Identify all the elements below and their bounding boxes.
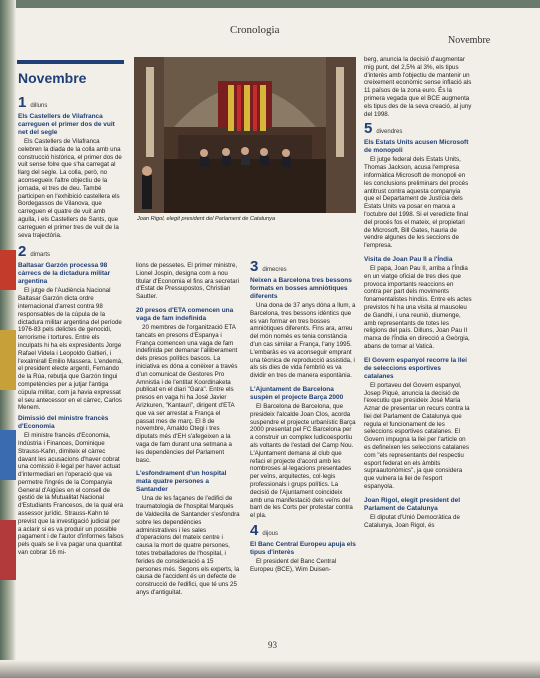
article-body: lions de pessetes. El primer ministre, Lionel Jospin, designa com a nou titular d'Economia el fins ara secretari d'Estat de Pressupostos, Christian Sautter.: [136, 262, 239, 301]
article-body: El papa, Joan Pau II, arriba a l'Índia en un viatge oficial de tres dies que provoca importants reaccions en contra per part dels moviments fonamentalistes hindús. Entre els actes previstos hi ha una visita al mausoleu de Gandhi, i una reunió, diumenge, amb representants de totes les religions del país. Dilluns, Joan Pau II marxa de l'Índia en direcció a Geòrgia, abans de tornar al Vaticà.: [364, 264, 472, 350]
day-heading: [364, 122, 472, 136]
day-heading: [250, 260, 356, 274]
article-headline: Els Estats Units acusen Microsoft de monopoli: [364, 139, 469, 155]
day-name: dimecres: [262, 267, 287, 273]
day-number: 1: [18, 94, 27, 111]
page-left-edge: [0, 0, 16, 678]
article-body: Una de les façanes de l'edifici de traumatologia de l'hospital Marqués de Valdecilla de Santander s'esfondra sobre les dependències administratives i les sales d'operacions del mateix centre i causa la mort de quatre persones, totes treballadores de l'hospital, i ferides de consideració a 15 persones més. Segons els experts, la causa de l'accident és un defecte de construcció de l'edifici, que té uns 25 anys d'antiguitat.: [136, 495, 240, 596]
article-body: 20 membres de l'organització ETA tancats en presons d'Espanya i França comencen una vaga de fam indefinida per demanar l'alliberament dels presos polítics bascos. La iniciativa es dóna a conèixer a través d'un comunicat de Gestores Pro Amnistia i de l'entitat Koordinaketa publicat en el diari "Gara". Entre els presos en vaga hi ha José Javier Arizkuren, "Kantauri", dirigent d'ETA que va ser arrestat a França el passat mes de març. El 8 de novembre, Arnaldo Otegi i tres diputats més d'EH s'afegeixen a la vaga de fam durant una setmana a les dependències del Parlament basc.: [136, 323, 238, 464]
day-number: 4: [250, 521, 259, 539]
article-headline: Els Castellers de Vilafranca carreguen el primer dos de vuit net del segle: [18, 113, 115, 136]
column-4: [364, 56, 472, 529]
day-name: divendres: [376, 129, 403, 136]
day-heading: [18, 96, 124, 110]
article-body: El jutge de l'Audiència Nacional Baltasar Garzón dicta ordre internacional d'arrest contra 98 responsables de la cúpula de la dictadura militar argentina del període 1976-83 pels delictes de genocidi, terrorisme i tortures. Entre els inculpats hi ha els expresidents Jorge Rafael Videla i Leopoldo Galtieri, i l'exalmirall Emilio Massera. L'endemà, el president electe argentí, Fernando de la Rúa, rebutja que Garzón tingui competències per a jutjar l'antiga cúpula militar, com ja havia expressat el seu antecessor en el càrrec, Carlos Menem.: [18, 287, 123, 412]
section-title: Novembre: [18, 70, 87, 86]
article-headline: L'esfondrament d'un hospital mata quatre persones a Santander: [136, 470, 227, 494]
running-month: Novembre: [448, 35, 491, 46]
column-1: [18, 92, 124, 557]
day-heading: [250, 521, 356, 539]
article-body: Els Castellers de Vilafranca celebren la diada de la colla amb una construcció històrica, el primer dos de vuit sense folre que s'ha carregat al llarg del segle. La colla, però, no aconsegueix l'altre objectiu de la jornada, el tres de deu. També participen en l'exhibició castellera els Bordegassos de Vilanova, que carreguen el quatre de vuit amb agulla, i els Castellers de Sants, que carreguen el primer tres de vuit de la seva trajectòria.: [18, 138, 122, 239]
column-2: [136, 262, 240, 597]
day-name: dijous: [262, 530, 279, 537]
photo-caption: Joan Rigol, elegit president del Parlament de Catalunya: [137, 216, 276, 222]
article-headline: El Govern espanyol recorre la llei de seleccions esportives catalanes: [364, 356, 467, 380]
day-name: dilluns: [30, 103, 48, 109]
article-headline: El Banc Central Europeu apuja els tipus d'interès: [250, 540, 356, 556]
article-headline: Joan Rigol, elegit president del Parlament de Catalunya: [364, 496, 461, 512]
day-number: 3: [250, 258, 259, 275]
column-3: [250, 256, 356, 574]
article-body: Una dona de 37 anys dóna a llum, a Barcelona, tres bessons idèntics que es van formar en tres bosses amniòtiques diferents. Fins ara, arreu del món només es tenia constància d'un cas similar a França, l'any 1995. L'embaràs es va aconseguir emprant una tècnica de reproducció assistida, i als sis dies de vida l'embrió es va dividir en tres de manera espontània.: [250, 302, 356, 380]
article-body: El Barcelona de Barcelona, que presideix l'alcalde Joan Clos, acorda suspendre el projecte urbanístic Barça 2000 presentat pel FC Barcelona per a construir un complex ludicoesportiu als voltants de l'estadi del Camp Nou. L'Ajuntament demana al club que refaci el projecte d'acord amb les nombroses al·legacions presentades per veïns, arquitectes, col·legis professionals i grups polítics. La decisió de l'Ajuntament coincideix amb una manifestació dels veïns del barri de les Corts per protestar contra el pla.: [250, 402, 356, 520]
article-headline: Neixen a Barcelona tres bessons formats en bosses amniòtiques diferents: [250, 277, 352, 300]
article-headline: L'Ajuntament de Barcelona suspèn el projecte Barça 2000: [250, 385, 344, 401]
day-number: 2: [18, 243, 27, 261]
day-number: 5: [364, 120, 373, 138]
month-band: [17, 60, 124, 64]
article-body: El portaveu del Govern espanyol, Josep Piqué, anuncia la decisió de l'executiu que presideix José María Aznar de presentar un recurs contra la llei del Parlament de Catalunya que regula el funcionament de les seleccions esportives catalanes. El Govern impugna la llei per l'article on es defineixen les seleccions catalanes com "els representants del respectiu esport federat en els àmbits supraautonòmics", ja que considera que vulnera la llei de l'esport espanyola.: [364, 381, 470, 491]
page-number: 93: [268, 640, 277, 650]
parliament-photo-image: [134, 57, 356, 213]
article-headline: Visita de Joan Pau II a l'Índia: [364, 255, 453, 263]
day-heading: [18, 245, 124, 259]
article-body: El diputat d'Unió Democràtica de Catalunya, Joan Rigol, és: [364, 513, 460, 529]
article-headline: 20 presos d'ETA comencen una vaga de fam indefinida: [136, 306, 234, 322]
article-body: El president del Banc Central Europeu (BCE), Wim Duisen-: [250, 557, 337, 573]
page-top-edge: [0, 0, 540, 8]
page-bottom-edge: [0, 660, 540, 678]
parliament-photo: [134, 57, 356, 213]
article-headline: Baltasar Garzón processa 98 càrrecs de la dictadura militar argentina: [18, 262, 111, 286]
article-body: El ministre francès d'Economia, Indústria i Finances, Dominique Strauss-Kahn, dimiteix el càrrec davant les acusacions d'haver cobrat una comissió il·legal per haver actuat d'intermediari en l'operació que va permetre l'ingrés de la Companyia General d'Aigües en el consell de gestió de la Mutualitat Nacional d'Estudiants Francesos, de la qual era assessor jurídic. Strauss-Kahn té previst que la investigació judicial per a aclarir si es va produir un possible pagament i de l'autor d'informes falsos pels quals se li va pagar una quantitat van cobrar 16 mi-: [18, 432, 124, 557]
article-headline: Dimissió del ministre francès d'Economia: [18, 415, 109, 431]
article-body: berg, anuncia la decisió d'augmentar mig punt, del 2,5% al 3%, els tipus d'interès amb l'objectiu de mantenir un creixement econòmic sense inflació als 11 països de la zona euro. És la primera vegada que el BCE augmenta els tipus des de la seva creació, al juny del 1998.: [364, 56, 472, 118]
day-name: dimarts: [30, 252, 51, 259]
running-title: Cronologia: [230, 24, 280, 36]
article-body: El jutge federal dels Estats Units, Thomas Jackson, acusa l'empresa informàtica Microsoft de monopoli en les conclusions preliminars del procés antitrust contra aquesta companyia que el Departament de Justícia dels Estats Units va posar en marxa a l'octubre del 1998. Si el veredicte final del procés fos el mateix, el propietari de Microsoft, Bill Gates, hauria de vendre algunes de les seccions de l'empresa.: [364, 156, 469, 250]
